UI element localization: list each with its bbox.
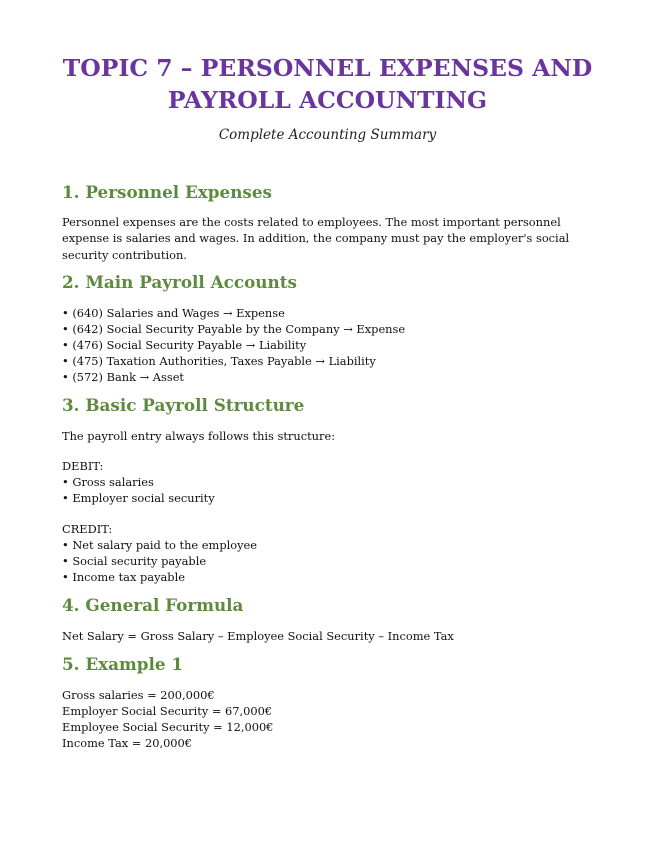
example-line: Gross salaries = 200,000€ — [62, 688, 215, 702]
account-list-item: • (476) Social Security Payable → Liability — [62, 338, 307, 352]
section-1-heading: 1. Personnel Expenses — [62, 182, 272, 202]
example-line: Employer Social Security = 67,000€ — [62, 704, 273, 718]
example-line: Income Tax = 20,000€ — [62, 736, 193, 750]
account-list-item: • (640) Salaries and Wages → Expense — [62, 306, 285, 320]
example-line: Employee Social Security = 12,000€ — [62, 720, 274, 734]
section-3-heading: 3. Basic Payroll Structure — [62, 395, 305, 415]
section-1-paragraph: Personnel expenses are the costs related to employees. The most important personnel expense is salaries and wages. In addition, the company must pay the employer's social security contribution. — [62, 215, 570, 262]
debit-list-item: • Employer social security — [62, 491, 215, 505]
debit-label: DEBIT: — [62, 459, 104, 473]
document-title-line-1: TOPIC 7 – PERSONNEL EXPENSES AND — [62, 54, 593, 82]
account-list-item: • (642) Social Security Payable by the Company → Expense — [62, 322, 406, 336]
document-subtitle: Complete Accounting Summary — [218, 127, 437, 143]
credit-list-item: • Income tax payable — [62, 570, 185, 584]
section-5-heading: 5. Example 1 — [62, 654, 184, 674]
account-list-item: • (475) Taxation Authorities, Taxes Payable → Liability — [62, 354, 376, 368]
credit-list-item: • Social security payable — [62, 554, 207, 568]
credit-label: CREDIT: — [62, 522, 113, 536]
credit-list-item: • Net salary paid to the employee — [62, 538, 258, 552]
document-title-line-2: PAYROLL ACCOUNTING — [167, 86, 488, 114]
debit-list-item: • Gross salaries — [62, 475, 154, 489]
section-2-heading: 2. Main Payroll Accounts — [62, 272, 297, 292]
general-formula: Net Salary = Gross Salary – Employee Social Security – Income Tax — [62, 629, 454, 643]
section-3-intro: The payroll entry always follows this structure: — [62, 429, 336, 443]
section-4-heading: 4. General Formula — [62, 595, 244, 615]
account-list-item: • (572) Bank → Asset — [62, 370, 185, 384]
